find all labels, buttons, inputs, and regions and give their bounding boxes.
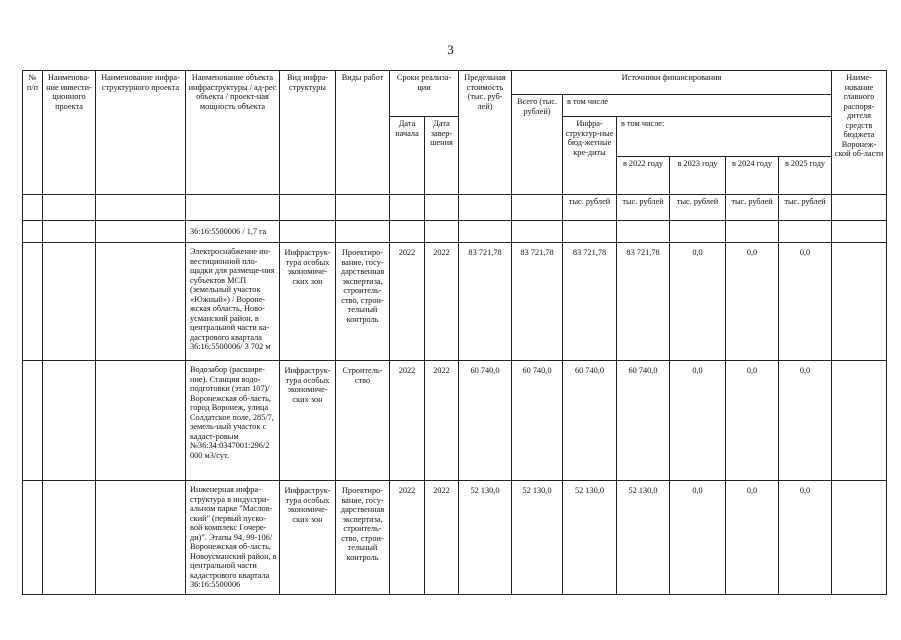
table-body	[23, 221, 887, 595]
row-credits: 52 130,0	[563, 481, 617, 595]
header-num: № п/п	[23, 71, 43, 195]
table-row	[23, 481, 887, 595]
unit-2024: тыс. рублей	[726, 195, 779, 221]
row-end: 2022	[425, 361, 459, 481]
header-term-end: Дата завер-шения	[425, 117, 459, 195]
row-cost: 83 721,78	[459, 243, 512, 361]
row-object: Водозабор (расшире-ние). Станция водо-подготовки (этап 107)/Воронежская об-ласть, город Воронеж, улица Солдатское поле, 285/7, земель-ный участок с кадаст-ровым №36:34:0347001:296/2 000 м3/сут.	[186, 361, 280, 481]
unit-credits: тыс. рублей	[563, 195, 617, 221]
unit-2022: тыс. рублей	[617, 195, 670, 221]
header-sources: Источники финансирования	[512, 71, 832, 95]
financing-table	[22, 70, 887, 595]
row-total: 52 130,0	[512, 481, 563, 595]
row-2024: 0,0	[726, 361, 779, 481]
row-end: 2022	[425, 243, 459, 361]
header-2022: в 2022 году	[617, 157, 670, 195]
row-2025: 0,0	[779, 361, 832, 481]
header-invest-project: Наименова-ние инвести-ционного проекта	[43, 71, 96, 195]
row-work-type: Проектиро-вание, госу-дарственная экспертиза, строитель-ство, строи-тельный контроль	[336, 243, 390, 361]
continuation-cell: 36:16:5500006 / 1,7 га	[186, 221, 280, 243]
row-2023: 0,0	[670, 481, 726, 595]
header-term-start: Дата начала	[390, 117, 425, 195]
row-start: 2022	[390, 361, 425, 481]
table-row	[23, 243, 887, 361]
page-number: 3	[447, 42, 454, 57]
row-credits: 83 721,78	[563, 243, 617, 361]
row-2023: 0,0	[670, 243, 726, 361]
row-2025: 0,0	[779, 481, 832, 595]
header-work-type: Виды работ	[336, 71, 390, 195]
row-total: 60 740,0	[512, 361, 563, 481]
row-infra-type: Инфраструк-тура особых экономиче-ских зон	[280, 481, 336, 595]
table-header	[23, 71, 887, 221]
row-credits: 60 740,0	[563, 361, 617, 481]
header-total: Всего (тыс. рублей)	[512, 95, 563, 195]
row-work-type: Строитель-ство	[336, 361, 390, 481]
row-cost: 52 130,0	[459, 481, 512, 595]
row-total: 83 721,78	[512, 243, 563, 361]
header-max-cost: Предельная стоимость (тыс. руб-лей)	[459, 71, 512, 195]
header-including: в том числе	[563, 95, 832, 117]
header-terms: Сроки реализа-ции	[390, 71, 459, 117]
row-2022: 52 130,0	[617, 481, 670, 595]
row-infra-type: Инфраструк-тура особых экономиче-ских зон	[280, 243, 336, 361]
header-infra-project: Наименование инфра-структурного проекта	[96, 71, 186, 195]
table-row	[23, 361, 887, 481]
row-2022: 60 740,0	[617, 361, 670, 481]
row-work-type: Проектиро-вание, госу-дарственная экспертиза, строитель-ство, строи-тельный контроль	[336, 481, 390, 595]
row-2024: 0,0	[726, 243, 779, 361]
row-object: Инженерная инфра-структура в индустри-альном парке "Маслов-ский" (первый пуско-вой комплекс I очере-ди)". Этапы 94, 99-106/ Воронежская об-ласть, Новоусманский район, в центральной части кадастрового квартала 36:16:5500006	[186, 481, 280, 595]
row-cost: 60 740,0	[459, 361, 512, 481]
header-including-colon: в том числе:	[617, 117, 832, 157]
unit-2025: тыс. рублей	[779, 195, 832, 221]
row-2025: 0,0	[779, 243, 832, 361]
unit-2023: тыс. рублей	[670, 195, 726, 221]
row-start: 2022	[390, 243, 425, 361]
row-start: 2022	[390, 481, 425, 595]
row-object: Электроснабжение ин-вестиционной пло-щадки для размеще-ния субъектов МСП (земельный участок «Южный») / Вороне-жская область, Ново-усманский район, в центральной части ка-дастрового квартала 36:16:5500006/ 3 702 м	[186, 243, 280, 361]
row-2022: 83 721,78	[617, 243, 670, 361]
header-2023: в 2023 году	[670, 157, 726, 195]
row-2023: 0,0	[670, 361, 726, 481]
row-end: 2022	[425, 481, 459, 595]
header-infra-type: Вид инфра-структуры	[280, 71, 336, 195]
header-2025: в 2025 году	[779, 157, 832, 195]
header-object-name: Наименование объекта инфраструктуры / ад-рес объекта / проект-ная мощность объекта	[186, 71, 280, 195]
row-2024: 0,0	[726, 481, 779, 595]
row-infra-type: Инфраструк-тура особых экономиче-ских зон	[280, 361, 336, 481]
header-budget-credits: Инфра-структур-ные бюд-жетные кре-диты	[563, 117, 617, 195]
header-manager: Наиме-нование главного распоря-дителя средств бюджета Воронеж-ской об-ласти	[832, 71, 887, 195]
header-2024: в 2024 году	[726, 157, 779, 195]
